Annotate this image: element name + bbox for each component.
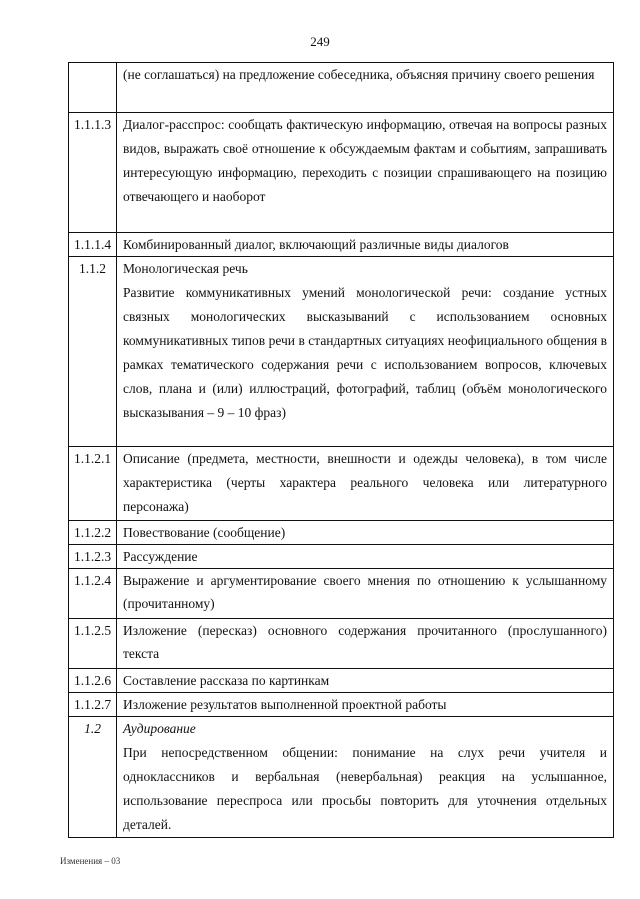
row-text: Изложение (пересказ) основного содержания прочитанного (прослушанного) текста — [117, 619, 614, 669]
row-code — [69, 63, 117, 113]
table-row — [69, 545, 614, 569]
row-text-cell — [117, 717, 614, 838]
row-text: Комбинированный диалог, включающий различные виды диалогов — [117, 233, 614, 257]
row-code: 1.1.2.1 — [69, 447, 117, 521]
row-code: 1.2 — [69, 717, 117, 838]
row-code: 1.1.2.4 — [69, 569, 117, 619]
row-text: Составление рассказа по картинкам — [117, 669, 614, 693]
row-code: 1.1.2.7 — [69, 693, 117, 717]
row-text: Диалог-расспрос: сообщать фактическую информацию, отвечая на вопросы разных видов, выражать своё отношение к обсуждаемым фактам и событиям, запрашивать интересующую информацию, переходить с позиции спрашивающего на позицию отвечающего и наоборот — [117, 113, 614, 233]
table-row — [69, 717, 614, 838]
row-text: Рассуждение — [117, 545, 614, 569]
section-text: Развитие коммуникативных умений монологической речи: создание устных связных монологических высказываний с использованием основных коммуникативных типов речи в стандартных ситуациях неофициального общения в рамках тематического содержания речи с использованием вопросов, ключевых слов, плана и (или) иллюстраций, фотографий, таблиц (объём монологического высказывания – 9 – 10 фраз) — [123, 285, 607, 420]
section-title: Монологическая речь — [123, 261, 248, 276]
table-row — [69, 669, 614, 693]
table-row — [69, 447, 614, 521]
row-text: Изложение результатов выполненной проектной работы — [117, 693, 614, 717]
row-text-cell — [117, 257, 614, 447]
page-number: 249 — [310, 34, 330, 49]
table-row — [69, 257, 614, 447]
row-code: 1.1.2.2 — [69, 521, 117, 545]
row-text: Повествование (сообщение) — [117, 521, 614, 545]
table-row — [69, 569, 614, 619]
row-code: 1.1.2.3 — [69, 545, 117, 569]
row-text: Описание (предмета, местности, внешности и одежды человека), в том числе характеристика (черты характера реального человека или литературного персонажа) — [117, 447, 614, 521]
row-code: 1.1.2 — [69, 257, 117, 447]
table-row — [69, 233, 614, 257]
table-row — [69, 521, 614, 545]
row-text: Выражение и аргументирование своего мнения по отношению к услышанному (прочитанному) — [117, 569, 614, 619]
section-text: При непосредственном общении: понимание на слух речи учителя и одноклассников и вербальная (невербальная) реакция на услышанное, использование переспроса или просьбы повторить для уточнения отдельных деталей. — [123, 745, 607, 832]
row-text: (не соглашаться) на предложение собеседника, объясняя причину своего решения — [117, 63, 614, 113]
table-row — [69, 63, 614, 113]
row-code: 1.1.2.5 — [69, 619, 117, 669]
table-row — [69, 619, 614, 669]
table-row — [69, 113, 614, 233]
footer-note: Изменения – 03 — [60, 856, 121, 866]
row-code: 1.1.2.6 — [69, 669, 117, 693]
table-row — [69, 693, 614, 717]
curriculum-table — [68, 62, 614, 838]
row-code: 1.1.1.4 — [69, 233, 117, 257]
section-title: Аудирование — [123, 721, 196, 736]
row-code: 1.1.1.3 — [69, 113, 117, 233]
